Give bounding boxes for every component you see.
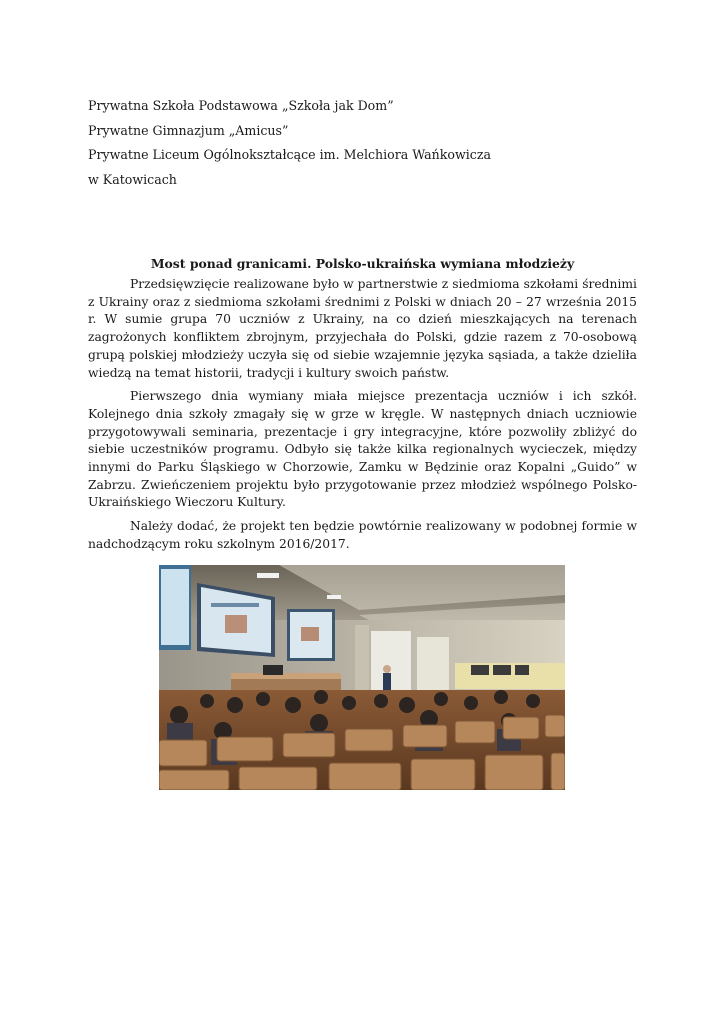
article-paragraph: Należy dodać, że projekt ten będzie powtórnie realizowany w podobnej formie w nadchodzącym roku szkolnym 2016/2017. bbox=[88, 519, 637, 551]
school-name-primary: Prywatna Szkoła Podstawowa „Szkoła jak Dom” bbox=[88, 98, 394, 113]
article-title: Most ponad granicami. Polsko-ukraińska wymiana młodzieży bbox=[150, 256, 575, 271]
school-city: w Katowicach bbox=[88, 171, 177, 187]
school-name-gymnasium: Prywatne Gimnazjum „Amicus” bbox=[88, 122, 289, 138]
school-header bbox=[88, 94, 648, 192]
article bbox=[88, 255, 637, 560]
lecture-hall-photo bbox=[159, 565, 565, 790]
school-name-lyceum: Prywatne Liceum Ogólnokształcące im. Melchiora Wańkowicza bbox=[88, 147, 491, 162]
article-paragraph: Przedsięwzięcie realizowane było w partnerstwie z siedmioma szkołami średnimi z Ukrainy oraz z siedmioma szkołami średnimi z Polski w dniach 20 – 27 września 2015 r. W sumie grupa 70 uczniów z Ukrainy, na co dzień mieszkających na terenach zagrożonych konfliktem zbrojnym, przyjechała do Polski, gdzie razem z 70-osobową grupą polskiej młodzieży uczyła się od siebie wzajemnie języka sąsiada, a także dzieliła wiedzą na temat historii, tradycji i kultury swoich państw. bbox=[88, 277, 637, 380]
article-paragraph: Pierwszego dnia wymiany miała miejsce prezentacja uczniów i ich szkół. Kolejnego dnia szkoły zmagały się w grze w kręgle. W następnych dniach uczniowie przygotowywali seminaria, prezentacje i gry integracyjne, które pozwoliły zbliżyć do siebie uczestników programu. Odbyło się także kilka regionalnych wycieczek, między innymi do Parku Śląskiego w Chorzowie, Zamku w Będzinie oraz Kopalni „Guido” w Zabrzu. Zwieńczeniem projektu było przygotowanie przez młodzież wspólnego Polsko-Ukraińskiego Wieczoru Kultury. bbox=[88, 389, 637, 510]
